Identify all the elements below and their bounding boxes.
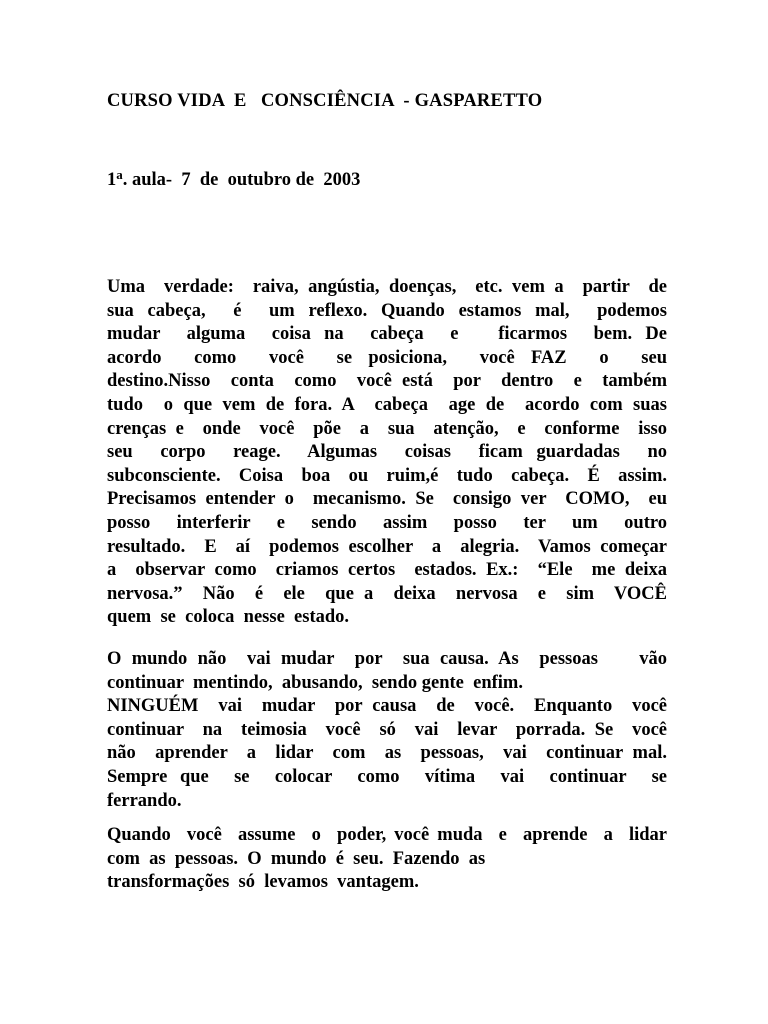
text-line: Precisamos entender o mecanismo. Se consigo ver COMO, eu [107, 489, 667, 510]
text-line: Quando você assume o poder, você muda e aprende a lidar [107, 825, 667, 845]
text-line: a observar como criamos certos estados. Ex.: “Ele me deixa [107, 560, 667, 581]
text-line: continuar na teimosia você só vai levar porrada. Se você [107, 719, 667, 740]
text-line: resultado. E aí podemos escolher a alegria. Vamos começar [107, 536, 667, 557]
text-line: crenças e onde você põe a sua atenção, e conforme isso [107, 418, 667, 439]
text-line: continuar mentindo, abusando, sendo gente enfim. [107, 672, 523, 693]
text-line: posso interferir e sendo assim posso ter um outro [107, 512, 667, 533]
text-line: quem se coloca nesse estado. [107, 607, 350, 628]
text-line: seu corpo reage. Algumas coisas ficam guardadas no [107, 442, 667, 463]
document-title: CURSO VIDA E CONSCIÊNCIA - GASPARETTO [107, 91, 543, 111]
paragraph-2 [107, 648, 667, 813]
text-line: NINGUÉM vai mudar por causa de você. Enquanto você [107, 696, 667, 717]
paragraph-3 [107, 824, 667, 895]
text-line: Sempre que se colocar como vítima vai continuar se [107, 766, 667, 787]
text-line: destino.Nisso conta como você está por dentro e também [107, 371, 667, 392]
lesson-ordinal: 1 [107, 170, 117, 190]
text-line: Uma verdade: raiva, angústia, doenças, etc. vem a partir de [107, 277, 667, 297]
text-line: mudar alguma coisa na cabeça e ficarmos bem. De [107, 324, 667, 345]
text-line: acordo como você se posiciona, você FAZ o seu [107, 347, 667, 368]
text-line: sua cabeça, é um reflexo. Quando estamos mal, podemos [107, 300, 667, 321]
lesson-ordinal-suffix: a [116, 167, 123, 182]
text-line: ferrando. [107, 790, 182, 811]
text-line: não aprender a lidar com as pessoas, vai continuar mal. [107, 743, 667, 764]
text-line: nervosa.” Não é ele que a deixa nervosa e sim VOCÊ [107, 583, 667, 604]
text-line: tudo o que vem de fora. A cabeça age de acordo com suas [107, 394, 667, 415]
lesson-date: . aula- 7 de outubro de 2003 [122, 170, 361, 190]
text-line: subconsciente. Coisa boa ou ruim,é tudo cabeça. É assim. [107, 465, 667, 486]
text-line: com as pessoas. O mundo é seu. Fazendo as [107, 848, 486, 869]
text-line: O mundo não vai mudar por sua causa. As pessoas vão [107, 649, 667, 669]
lesson-heading [107, 167, 361, 191]
paragraph-1 [107, 276, 667, 630]
text-line: transformações só levamos vantagem. [107, 872, 419, 893]
